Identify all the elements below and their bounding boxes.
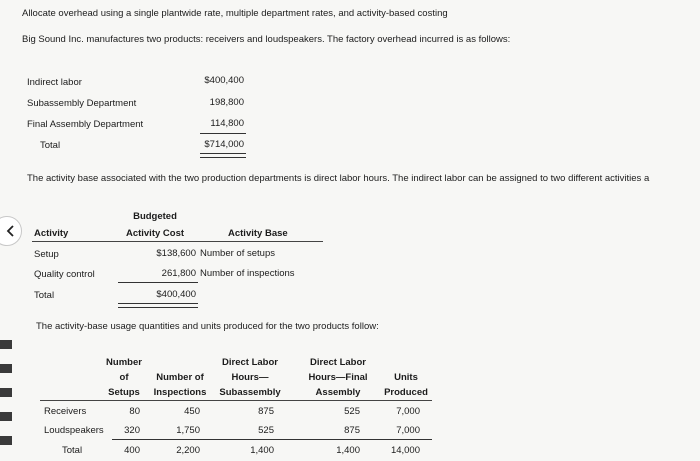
activity-name: Setup [34, 249, 59, 260]
inspections-value: 1,750 [176, 425, 200, 436]
usage-note: The activity-base usage quantities and units produced for the two products follow: [36, 321, 379, 332]
subassembly-header: Direct Labor [222, 357, 278, 368]
activity-base: Number of inspections [200, 268, 295, 279]
final-assembly-header: Assembly [315, 387, 361, 398]
chevron-left-icon [4, 224, 18, 238]
activity-cost: 261,800 [161, 268, 196, 279]
subassembly-header: Hours— [231, 372, 269, 383]
usage-total-label: Total [62, 445, 83, 456]
final-assembly-header: Hours—Final [308, 372, 368, 383]
inspections-total: 2,200 [176, 445, 200, 456]
subtotal-rule [200, 133, 246, 134]
activity-base-header: Activity Base [228, 228, 288, 239]
setups-header: Setups [108, 387, 140, 398]
units-value: 7,000 [396, 406, 420, 417]
cost-subtotal-rule [118, 282, 198, 283]
cost-total-double-rule [118, 303, 198, 308]
setups-value: 320 [124, 425, 140, 436]
setups-header: of [119, 372, 129, 383]
product-label: Receivers [44, 406, 87, 417]
final-assembly-value: 525 [344, 406, 360, 417]
overhead-value: $400,400 [204, 75, 244, 86]
total-double-rule [200, 153, 246, 158]
subassembly-header: Subassembly [219, 387, 281, 398]
activity-cost-header: Activity Cost [125, 228, 185, 239]
overhead-label: Indirect labor [27, 77, 82, 88]
usage-subtotal-rule [112, 439, 432, 440]
overhead-label: Final Assembly Department [27, 119, 144, 130]
inspections-value: 450 [184, 406, 200, 417]
subassembly-value: 525 [258, 425, 274, 436]
units-header: Units [394, 372, 418, 383]
final-assembly-value: 875 [344, 425, 360, 436]
side-panel-edge [0, 330, 12, 461]
units-header: Produced [384, 387, 428, 398]
final-assembly-total: 1,400 [336, 445, 360, 456]
setups-header: Number [106, 357, 142, 368]
activity-base: Number of setups [200, 248, 275, 259]
final-assembly-header: Direct Labor [310, 357, 366, 368]
inspections-header: Inspections [153, 387, 207, 398]
overhead-total-value: $714,000 [204, 139, 244, 150]
activity-note: The activity base associated with the two production departments is direct labor hours. The indirect labor can be assigned to two different activities a [27, 173, 650, 184]
overhead-total-label: Total [40, 140, 61, 151]
activity-total-cost: $400,400 [156, 289, 196, 300]
overhead-value: 114,800 [210, 118, 244, 129]
activity-total-label: Total [34, 290, 55, 301]
problem-title: Allocate overhead using a single plantwide rate, multiple department rates, and activity-based costing [22, 8, 448, 19]
subassembly-total: 1,400 [250, 445, 274, 456]
activity-name: Quality control [34, 269, 95, 280]
subassembly-value: 875 [258, 406, 274, 417]
activity-header: Activity [34, 228, 69, 239]
product-label: Loudspeakers [44, 425, 104, 436]
budgeted-header: Budgeted [133, 211, 177, 222]
overhead-label: Subassembly Department [27, 98, 137, 109]
setups-value: 80 [129, 406, 140, 417]
units-total: 14,000 [390, 445, 420, 456]
overhead-value: 198,800 [209, 97, 244, 108]
setups-total: 400 [124, 445, 140, 456]
problem-intro: Big Sound Inc. manufactures two products: receivers and loudspeakers. The factory overhead incurred is as follows: [22, 34, 511, 45]
inspections-header: Number of [156, 372, 204, 383]
usage-header-rule [40, 400, 432, 401]
back-chevron-button[interactable] [0, 216, 22, 246]
units-value: 7,000 [396, 425, 420, 436]
header-rule [32, 241, 323, 242]
activity-cost: $138,600 [156, 248, 196, 259]
